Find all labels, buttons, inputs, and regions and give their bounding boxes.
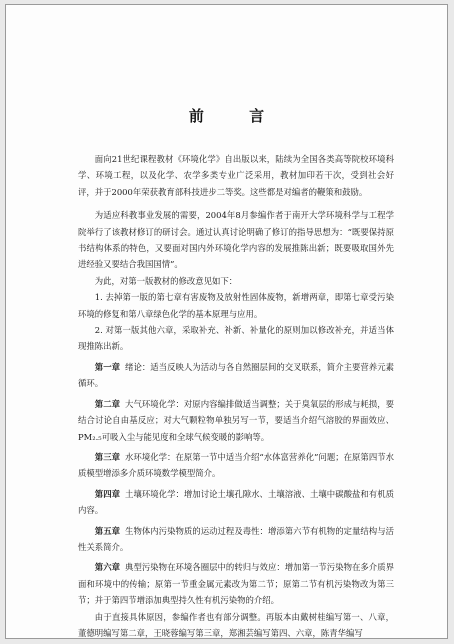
chapter-text: 绪论：适当反映人为活动与各自然圈层间的交叉联系，简介主要营养元素循环。 [78,361,394,389]
chapter-item [78,449,394,482]
chapter-item [78,486,394,519]
chapter-text: 生物体内污染物质的运动过程及毒性：增添第六节有机物的定量结构与活性关系简介。 [78,525,394,552]
chapter-text: 大气环境化学：对原内容编排做适当调整；关于臭氧层的形成与耗损，要结合讨论自由基反应；对大气颗粒物单独另写一节，要适当介绍气溶胶的界面效应、PM₂.₅可吸入尘与能见度和全球气候变暖的影响等。 [78,398,394,442]
paragraph: 为此，对第一版教材的修改意见如下： [94,275,238,286]
chapter-text: 水环境化学：在原第一节中适当介绍“水体富营养化”问题；在原第四节水质模型增添多介质环境数学模型简介。 [78,451,395,479]
chapter-head: 第一章 [94,361,121,372]
chapter-item [78,359,394,392]
chapter-item [78,396,394,445]
chapter-head: 第六章 [94,562,121,573]
paragraph: 为适应科教事业发展的需要，2004年8月参编作者于南开大学环境科学与工程学院举行了该教材修订的研讨会。通过认真讨论明确了修订的指导思想为：“既要保持原书结构体系的特色，又要面对国内外环境化学内容的发展推陈出新；既要吸取国外先进经验又要结合我国国情”。 [78,210,394,270]
page-title: 前 言 [188,107,285,125]
document-page [5,4,448,639]
chapter-head: 第四章 [94,488,121,499]
chapter-head: 第五章 [94,525,121,536]
paragraph: 面向21世纪课程教材《环境化学》自出版以来，陆续为全国各类高等院校环境科学、环境工程，以及化学、农学多类专业广泛采用，教材加印若干次，受到社会好评，并于2000年荣获教育部科技进步二等奖。这些都是对编者的鞭策和鼓励。 [78,154,394,197]
chapter-head: 第二章 [94,398,121,409]
chapter-item [78,523,394,556]
chapter-text: 典型污染物在环境各圈层中的转归与效应：增加第一节污染物在多介质界面和环境中的传输；原第一节重金属元素改为第二节；原第二节有机污染物改为第三节；并于第四节增添加典型持久性有机污染物的介绍。 [78,562,394,606]
chapter-item [78,559,394,608]
list-item: 1. 去掉第一版的第七章有害废物及放射性固体废物，新增两章，即第七章受污染环境的修复和第八章绿色化学的基本原理与应用。 [78,292,394,319]
chapter-head: 第三章 [94,451,120,462]
list-item: 2. 对第一版其他六章，采取补充、补新、补量化的原则加以修改补充，并适当体现推陈出新。 [78,325,394,352]
chapter-text: 土壤环境化学：增加讨论土壤孔隙水、土壤溶液、土壤中碳酸盐和有机质内容。 [78,488,394,516]
paragraph: 由于直接具体原因，参编作者也有部分调整。再版本由戴树桂编写第一、八章，董德明编写第二章，王晓蓉编写第三章，郑湘芸编写第四、六章，陈青华编写 [78,611,394,638]
preface-body [78,151,394,641]
